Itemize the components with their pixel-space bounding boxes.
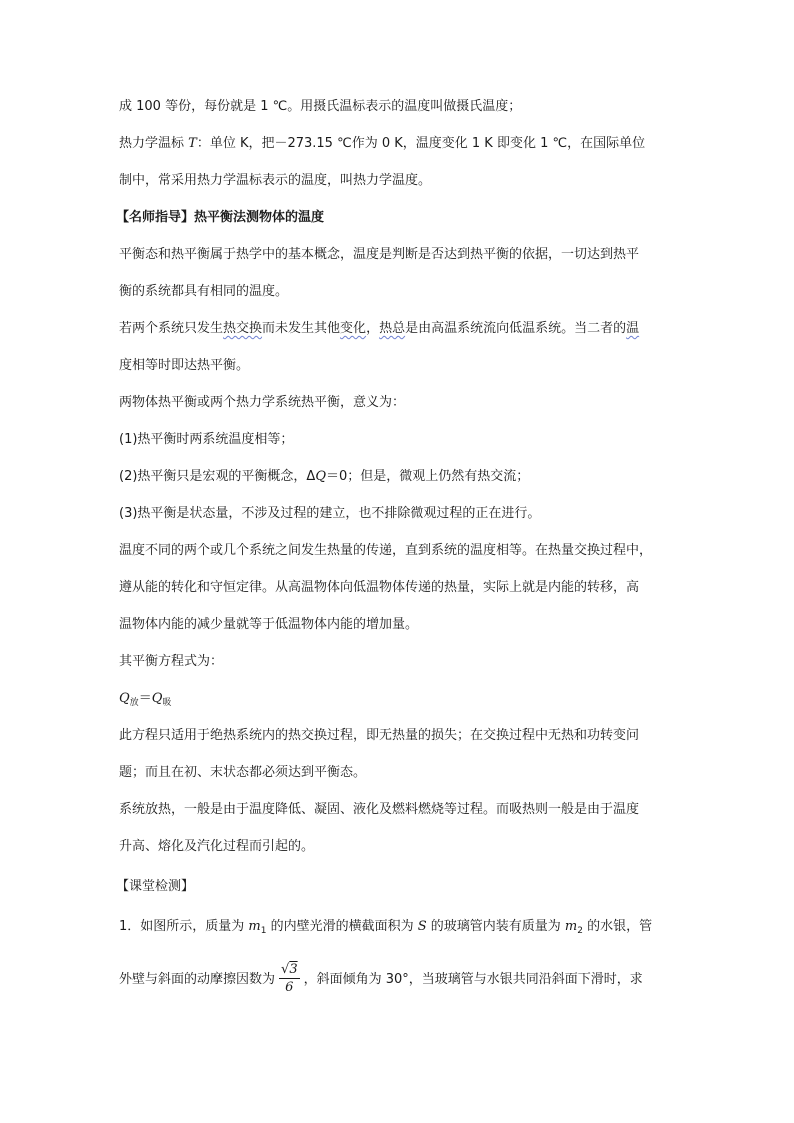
spellcheck-underlined-text: 热总	[379, 321, 406, 336]
symbol-Q: Q	[315, 469, 326, 484]
section-heading: 【名师指导】热平衡法测物体的温度	[116, 210, 325, 225]
spellcheck-underlined-text: 变化	[340, 321, 367, 336]
question-line	[119, 960, 643, 1000]
text: (2)热平衡只是宏观的平衡概念，Δ	[119, 469, 316, 484]
text-line	[119, 763, 366, 783]
spellcheck-underlined-text: 热交换	[223, 321, 263, 336]
text-line	[119, 800, 639, 820]
radicand: 3	[289, 962, 298, 977]
text: 的玻璃管内装有质量为	[426, 919, 565, 934]
text: 此方程只适用于绝热系统内的热交换过程，即无热量的损失；在交换过程中无热和功转变问	[119, 728, 640, 743]
text-line	[119, 171, 431, 191]
equation	[119, 689, 171, 713]
text: 热力学温标	[119, 136, 189, 151]
text: 其平衡方程式为：	[119, 654, 224, 669]
text: ＝0；但是，微观上仍然有热交流；	[325, 469, 530, 484]
text: ，斜面倾角为 30°，当玻璃管与水银共同沿斜面下滑时，求	[303, 972, 643, 987]
text: 系统放热，一般是由于温度降低、凝固、液化及燃料燃烧等过程。而吸热则一般是由于温度	[119, 802, 640, 817]
text: 外壁与斜面的动摩擦因数为	[119, 972, 276, 987]
symbol-Q: Q	[151, 691, 163, 706]
text: 度相等时即达热平衡。	[119, 358, 250, 373]
text: 而未发生其他	[262, 321, 341, 336]
text-line	[119, 356, 249, 376]
text: 衡的系统都具有相同的温度。	[119, 284, 289, 299]
text: 是由高温系统流向低温系统。当二者的	[405, 321, 627, 336]
text: 的内壁光滑的横截面积为	[266, 919, 418, 934]
text-line	[119, 97, 521, 117]
text: 的水银，管	[582, 919, 653, 934]
text: 若两个系统只发生	[119, 321, 224, 336]
section-heading: 【课堂检测】	[116, 879, 195, 894]
subscript: 2	[577, 926, 583, 936]
fraction	[279, 962, 300, 997]
text: 两物体热平衡或两个热力学系统热平衡，意义为：	[119, 395, 406, 410]
equals-sign: ＝	[138, 691, 152, 706]
text: 升高、熔化及汽化过程而引起的。	[119, 839, 315, 854]
list-item	[119, 467, 529, 487]
text: 平衡态和热平衡属于热学中的基本概念，温度是判断是否达到热平衡的依据，一切达到热平	[119, 247, 640, 262]
text-line	[119, 134, 645, 154]
fraction-numerator	[279, 962, 300, 979]
text: ：单位 K，把－273.15 ℃作为 0 K，温度变化 1 K 即变化 1 ℃，在国际单位	[196, 136, 646, 151]
symbol-Q: Q	[119, 691, 130, 706]
text-line	[119, 726, 639, 746]
text-line	[119, 837, 314, 857]
text: (3)热平衡是状态量，不涉及过程的建立，也不排除微观过程的正在进行。	[119, 506, 541, 521]
subscript: 1	[260, 926, 267, 936]
symbol-S: S	[417, 919, 427, 934]
text: ，	[366, 321, 380, 336]
fraction-denominator: 6	[285, 980, 294, 995]
symbol-m: m	[564, 919, 578, 934]
sqrt-icon: √	[281, 962, 290, 977]
list-item	[119, 430, 293, 450]
text-line	[119, 393, 405, 413]
text: 成 100 等份，每份就是 1 ℃。用摄氏温标表示的温度叫做摄氏温度；	[119, 99, 522, 114]
text-line	[119, 652, 223, 672]
subscript: 吸	[162, 698, 172, 708]
text: 温度不同的两个或几个系统之间发生热量的传递，直到系统的温度相等。在热量交换过程中，	[119, 543, 653, 558]
text-line	[119, 541, 652, 561]
text-line	[119, 578, 639, 598]
text-line	[119, 615, 418, 635]
symbol-T: T	[188, 136, 197, 151]
text-line	[119, 282, 288, 302]
text: 1．如图所示，质量为	[119, 919, 249, 934]
symbol-m: m	[248, 919, 261, 934]
text: 温物体内能的减少量就等于低温物体内能的增加量。	[119, 617, 419, 632]
text-line	[119, 245, 639, 265]
text: 题；而且在初、末状态都必须达到平衡态。	[119, 765, 367, 780]
text: 遵从能的转化和守恒定律。从高温物体向低温物体传递的热量，实际上就是内能的转移，高	[119, 580, 640, 595]
text: (1)热平衡时两系统温度相等；	[119, 432, 294, 447]
spellcheck-underlined-text: 温	[626, 321, 640, 336]
subscript: 放	[129, 698, 139, 708]
text: 制中，常采用热力学温标表示的温度，叫热力学温度。	[119, 173, 432, 188]
question-line	[119, 917, 652, 941]
list-item	[119, 504, 540, 524]
text-line	[119, 319, 639, 339]
